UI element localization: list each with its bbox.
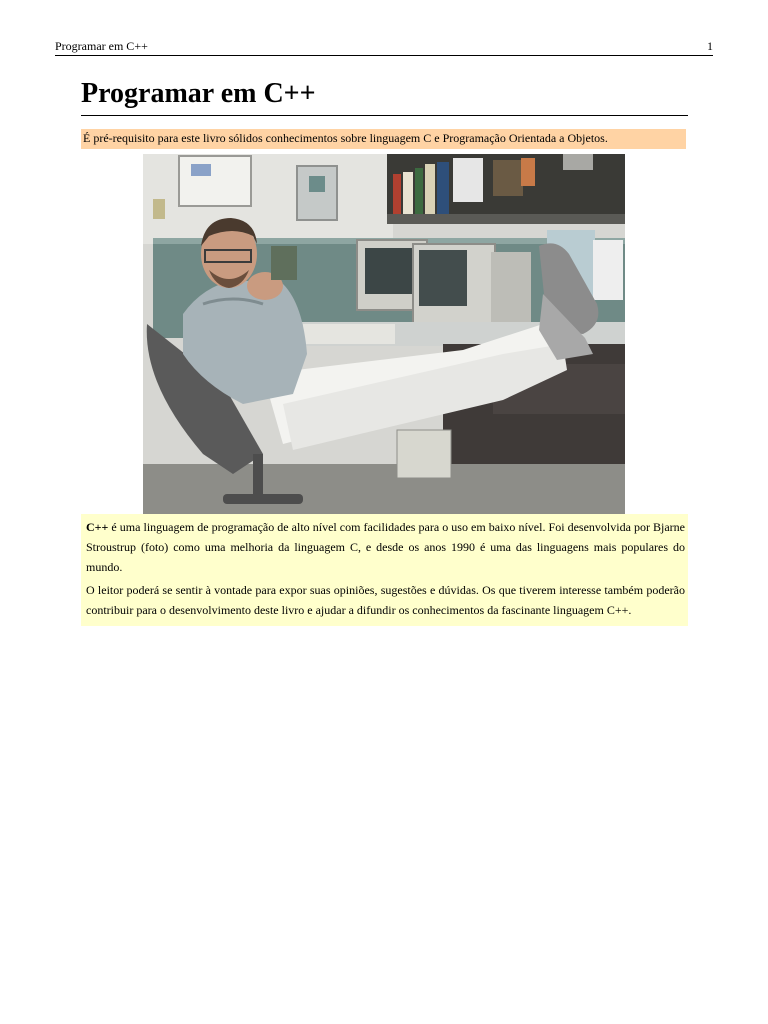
page-title: Programar em C++ <box>81 76 688 116</box>
photo-bjarne-stroustrup <box>143 154 625 516</box>
intro-paragraph <box>86 517 685 577</box>
running-header <box>55 38 713 56</box>
intro-text: é uma linguagem de programação de alto nível com facilidades para o uso em baixo nível. Foi desenvolvida por Bjarne Stroustrup (foto) como uma melhoria da linguagem C, e desde os anos 1990 é uma das linguagens mais populares do mundo. <box>86 520 685 574</box>
header-title: Programar em C++ <box>55 39 148 53</box>
reader-note-paragraph: O leitor poderá se sentir à vontade para expor suas opiniões, sugestões e dúvidas. Os que tiverem interesse também poderão contribuir para o desenvolvimento deste livro e ajudar a difundir os conhecimentos da fascinante linguagem C++. <box>86 583 685 617</box>
cpp-term: C++ <box>86 520 109 534</box>
office-photo-illustration <box>143 154 625 516</box>
body-text <box>81 514 688 626</box>
page-number: 1 <box>707 39 713 53</box>
prerequisite-note: É pré-requisito para este livro sólidos conhecimentos sobre linguagem C e Programação Orientada a Objetos. <box>81 129 686 149</box>
